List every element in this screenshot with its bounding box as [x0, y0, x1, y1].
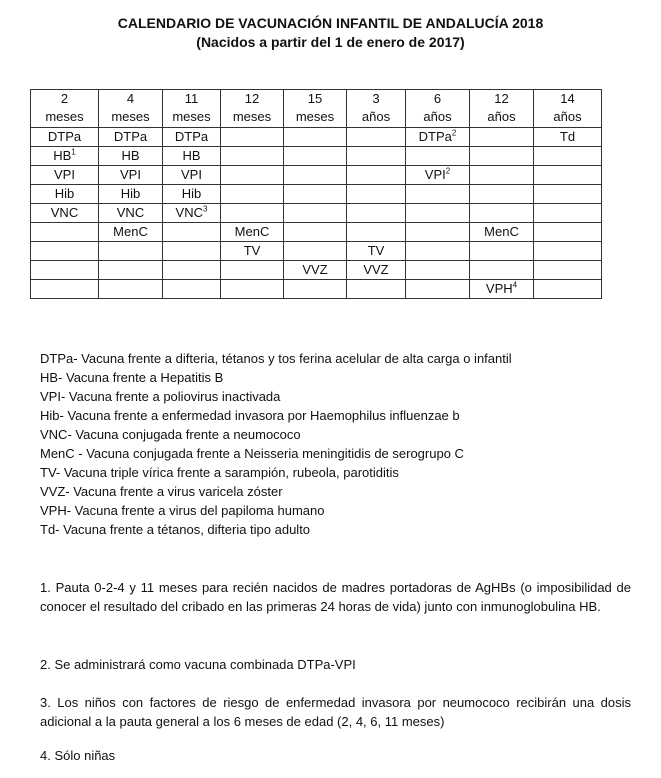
table-cell [31, 166, 99, 185]
table-cell [534, 204, 602, 223]
footnote-2: 2. Se administrará como vacuna combinada DTPa-VPI [40, 657, 356, 672]
table-cell [284, 261, 347, 280]
table-cell [534, 223, 602, 242]
table-cell [31, 280, 99, 299]
table-cell [347, 223, 406, 242]
vaccine-label: DTPa [47, 129, 82, 144]
table-row [31, 261, 602, 280]
header-age-unit: años [423, 109, 452, 124]
vaccine-label: VPI [120, 167, 141, 182]
legend-item: Td- Vacuna frente a tétanos, difteria tipo adulto [40, 522, 311, 537]
vaccine-label: MenC [484, 224, 519, 239]
table-row [31, 147, 602, 166]
table-cell [534, 147, 602, 166]
vaccine-label: VPH [485, 281, 513, 296]
table-cell [534, 185, 602, 204]
table-cell [470, 147, 534, 166]
table-cell [31, 204, 99, 223]
table-cell [163, 147, 221, 166]
table-cell [163, 185, 221, 204]
vaccine-label: HB [53, 148, 72, 163]
table-cell [347, 128, 406, 147]
vaccine-label: VPI [181, 167, 202, 182]
table-cell [284, 242, 347, 261]
header-age-unit: meses [295, 109, 335, 124]
vaccine-label: VVZ [363, 262, 389, 277]
header-age-unit: meses [172, 109, 211, 124]
vaccine-label: VPI [54, 167, 75, 182]
vaccine-label: Hib [54, 186, 75, 201]
table-cell [470, 128, 534, 147]
legend-item: VVZ- Vacuna frente a virus varicela zóster [40, 484, 283, 499]
vaccine-label: HB [182, 148, 201, 163]
table-header-cell [534, 90, 602, 128]
table-cell [470, 261, 534, 280]
table-cell [470, 223, 534, 242]
table-cell [470, 185, 534, 204]
table-cell [534, 166, 602, 185]
header-age-unit: meses [232, 109, 272, 124]
table-cell [534, 280, 602, 299]
header-age-unit: años [553, 109, 582, 124]
legend-item: VNC- Vacuna conjugada frente a neumococo [40, 427, 301, 442]
legend-item: TV- Vacuna triple vírica frente a sarampión, rubeola, parotiditis [40, 465, 399, 480]
footnote-marker: 4 [512, 280, 518, 290]
table-cell [406, 280, 470, 299]
footnote-3: 3. Los niños con factores de riesgo de enfermedad invasora por neumococo recibirán una dosis adicional a la pauta general a los 6 meses de edad (2, 4, 6, 11 meses) [40, 695, 631, 729]
table-row [31, 204, 602, 223]
table-cell [534, 261, 602, 280]
table-cell [221, 242, 284, 261]
header-age-unit: meses [45, 109, 84, 124]
footnote-marker: 3 [203, 204, 208, 214]
table-cell [31, 242, 99, 261]
table-cell [406, 242, 470, 261]
table-header-row [31, 90, 602, 128]
header-age-number: 14 [560, 91, 575, 106]
table-cell [347, 280, 406, 299]
vaccine-label: HB [121, 148, 140, 163]
page-title: CALENDARIO DE VACUNACIÓN INFANTIL DE ANDALUCÍA 2018 [117, 15, 544, 31]
table-cell [347, 185, 406, 204]
header-age-number: 12 [494, 91, 509, 106]
header-age-unit: años [361, 109, 391, 124]
legend-item: VPH- Vacuna frente a virus del papiloma humano [40, 503, 325, 518]
table-cell [534, 128, 602, 147]
table-cell [31, 147, 99, 166]
vaccine-label: VVZ [302, 262, 328, 277]
table-cell [163, 166, 221, 185]
page-subtitle: (Nacidos a partir del 1 de enero de 2017) [196, 34, 465, 50]
table-cell [99, 242, 163, 261]
table-cell [99, 223, 163, 242]
vaccine-label: MenC [113, 224, 148, 239]
header-age-unit: años [487, 109, 516, 124]
table-cell [163, 242, 221, 261]
table-header-cell [347, 90, 406, 128]
legend-item: MenC - Vacuna conjugada frente a Neisseria meningitidis de serogrupo C [40, 446, 464, 461]
table-cell [406, 261, 470, 280]
table-cell [31, 223, 99, 242]
table-cell [99, 147, 163, 166]
vaccine-label: VNC [116, 205, 145, 220]
table-cell [284, 280, 347, 299]
header-age-number: 6 [433, 91, 442, 106]
footnote-marker: 2 [445, 166, 451, 176]
table-row [31, 128, 602, 147]
table-header-cell [406, 90, 470, 128]
table-cell [470, 242, 534, 261]
vaccine-label: Hib [120, 186, 141, 201]
table-cell [470, 280, 534, 299]
table-cell [470, 166, 534, 185]
table-cell [99, 166, 163, 185]
vaccine-label: Hib [181, 186, 202, 201]
header-age-number: 12 [244, 91, 260, 106]
table-cell [221, 261, 284, 280]
table-header-cell [163, 90, 221, 128]
table-cell [99, 280, 163, 299]
table-cell [163, 128, 221, 147]
vaccination-table [30, 89, 602, 299]
table-cell [163, 223, 221, 242]
table-cell [406, 185, 470, 204]
table-cell [284, 185, 347, 204]
legend-item: DTPa- Vacuna frente a difteria, tétanos y tos ferina acelular de alta carga o infantil [40, 351, 512, 366]
vaccine-label: VNC [175, 205, 203, 220]
table-cell [31, 128, 99, 147]
table-cell [221, 147, 284, 166]
header-age-number: 15 [307, 91, 323, 106]
table-cell [284, 223, 347, 242]
vaccine-label: TV [243, 243, 261, 258]
vaccine-label: VNC [50, 205, 79, 220]
table-header-cell [470, 90, 534, 128]
table-row [31, 166, 602, 185]
table-row [31, 280, 602, 299]
table-cell [221, 128, 284, 147]
table-cell [99, 185, 163, 204]
footnote-4: 4. Sólo niñas [40, 748, 116, 763]
table-cell [221, 204, 284, 223]
vaccine-label: DTPa [418, 129, 452, 144]
table-cell [347, 147, 406, 166]
legend-item: VPI- Vacuna frente a poliovirus inactivada [40, 389, 281, 404]
legend-item: Hib- Vacuna frente a enfermedad invasora por Haemophilus influenzae b [40, 408, 460, 423]
vaccine-label: TV [367, 243, 385, 258]
header-age-number: 4 [126, 91, 135, 106]
vaccine-label: DTPa [174, 129, 209, 144]
table-cell [31, 185, 99, 204]
table-header-cell [99, 90, 163, 128]
table-cell [347, 261, 406, 280]
table-header-cell [221, 90, 284, 128]
table-cell [406, 147, 470, 166]
table-cell [284, 204, 347, 223]
table-cell [99, 261, 163, 280]
footnote-marker: 2 [451, 128, 457, 138]
table-cell [347, 166, 406, 185]
table-cell [221, 185, 284, 204]
table-cell [163, 280, 221, 299]
table-cell [284, 166, 347, 185]
footnote-marker: 1 [71, 147, 76, 157]
table-cell [284, 147, 347, 166]
table-header-cell [31, 90, 99, 128]
table-cell [470, 204, 534, 223]
table-cell [163, 261, 221, 280]
header-age-unit: meses [111, 109, 150, 124]
table-header-cell [284, 90, 347, 128]
table-cell [99, 128, 163, 147]
table-cell [31, 261, 99, 280]
table-cell [347, 204, 406, 223]
vaccine-label: Td [559, 129, 576, 144]
legend-item: HB- Vacuna frente a Hepatitis B [40, 370, 224, 385]
table-row [31, 242, 602, 261]
header-age-number: 2 [60, 91, 69, 106]
vaccine-label: MenC [234, 224, 270, 239]
table-cell [347, 242, 406, 261]
table-cell [221, 223, 284, 242]
table-cell [99, 204, 163, 223]
table-cell [221, 280, 284, 299]
table-cell [284, 128, 347, 147]
table-cell [534, 242, 602, 261]
table-cell [163, 204, 221, 223]
table-cell [221, 166, 284, 185]
table-cell [406, 128, 470, 147]
footnote-1: 1. Pauta 0-2-4 y 11 meses para recién nacidos de madres portadoras de AgHBs (o imposibilidad de conocer el resultado del cribado en las primeras 24 horas de vida) junto con inmunoglobulina HB. [40, 580, 631, 614]
header-age-number: 3 [372, 91, 380, 106]
table-row [31, 223, 602, 242]
table-cell [406, 223, 470, 242]
abbreviation-legend [40, 349, 640, 539]
table-row [31, 185, 602, 204]
vaccine-label: DTPa [113, 129, 148, 144]
table-cell [406, 204, 470, 223]
vaccine-label: VPI [424, 167, 446, 182]
table-cell [406, 166, 470, 185]
header-age-number: 11 [184, 91, 199, 106]
